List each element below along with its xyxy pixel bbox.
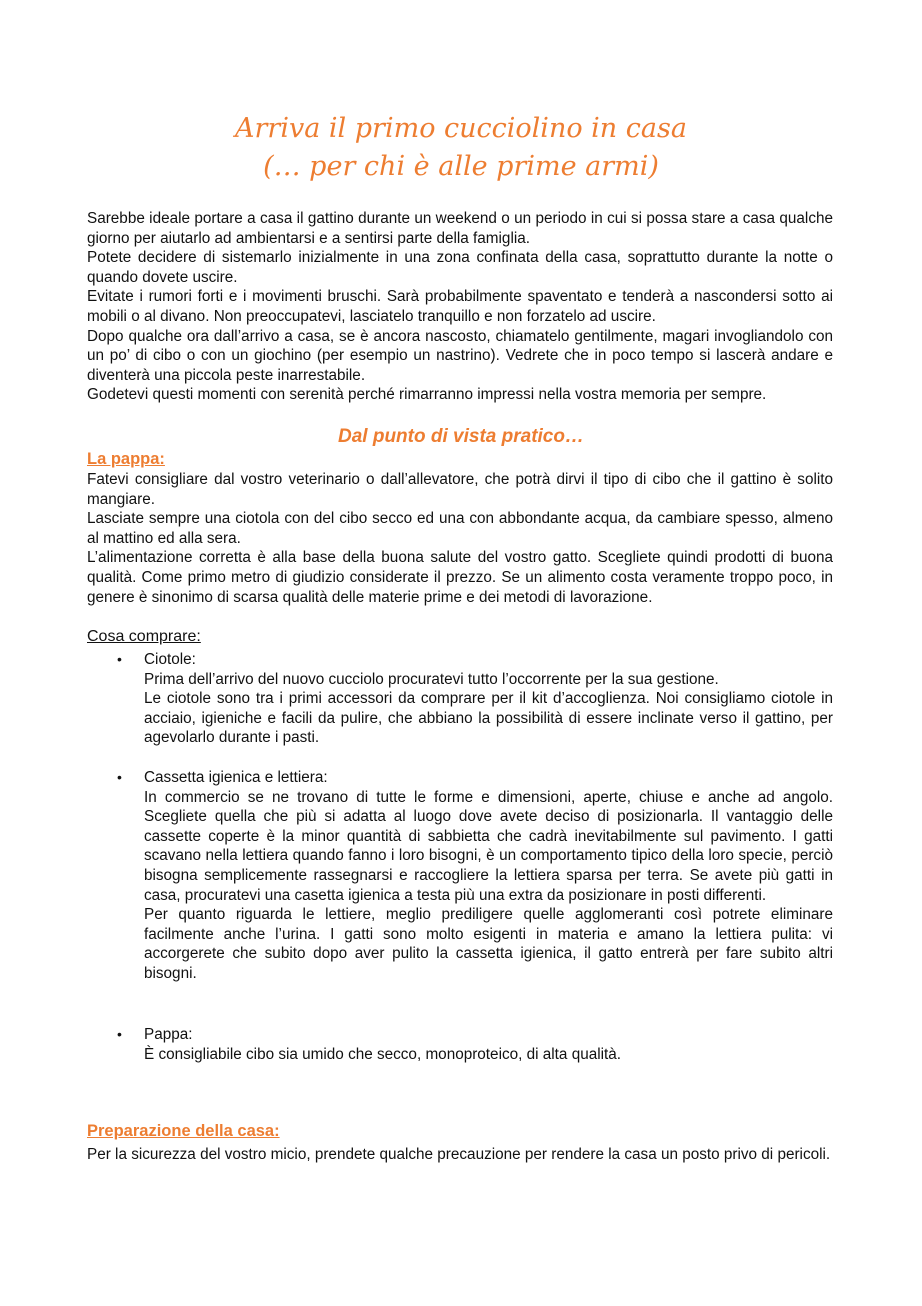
house-paragraph: Per la sicurezza del vostro micio, prendete qualche precauzione per rendere la casa un posto privo di pericoli. xyxy=(87,1146,831,1163)
house-section xyxy=(87,1145,833,1165)
list-item-text: Prima dell’arrivo del nuovo cucciolo procuratevi tutto l’occorrente per la sua gestione. xyxy=(144,670,719,688)
list-item-pappa xyxy=(144,1025,833,1064)
list-item-text: È consigliabile cibo sia umido che secco, monoproteico, di alta qualità. xyxy=(144,1045,622,1063)
page-title: Arriva il primo cucciolino in casa xyxy=(235,113,687,144)
section-heading-practical: Dal punto di vista pratico… xyxy=(338,426,584,447)
pappa-section xyxy=(87,470,833,607)
intro-paragraph: Evitate i rumori forti e i movimenti bruschi. Sarà probabilmente spaventato e tenderà a nascondersi sotto ai mobili o al divano. Non preoccupatevi, lasciatelo tranquillo e non forzatelo ad uscire. xyxy=(87,288,833,325)
shopping-heading: Cosa comprare: xyxy=(87,628,201,645)
list-item-text: Per quanto riguarda le lettiere, meglio prediligere quelle agglomeranti così potrete eliminare facilmente anche l’urina. I gatti sono molto esigenti in materia e amano la lettiera pulita: vi accorgerete che subito dopo aver pulito la cassetta igienica, il gatto entrerà per fare subito altri bisogni. xyxy=(144,906,833,982)
list-item-label: Cassetta igienica e lettiera: xyxy=(144,769,328,786)
bullet-icon: • xyxy=(117,651,122,667)
pappa-paragraph: Lasciate sempre una ciotola con del cibo secco ed una con abbondante acqua, da cambiare spesso, almeno al mattino ed alla sera. xyxy=(87,510,833,547)
page-title-subline: (… per chi è alle prime armi) xyxy=(263,151,659,182)
section-heading-house: Preparazione della casa: xyxy=(87,1122,280,1140)
bullet-icon: • xyxy=(117,1026,122,1042)
list-item-text: In commercio se ne trovano di tutte le forme e dimensioni, aperte, chiuse e anche ad angolo. Scegliete quella che più si adatta al luogo dove avete deciso di posizionarla. Il vantaggio delle cassette coperte è la minor quantità di sabbietta che cadrà inevitabilmente sul pavimento. I gatti scavano nella lettiera quando fanno i loro bisogni, è un comportamento tipico della loro specie, perciò bisogna semplicemente rassegnarsi e raccogliere la lettiera sparsa per terra. Se avete più gatti in casa, procuratevi una casetta igienica a testa più una extra da posizionare in posti differenti. xyxy=(144,788,833,904)
intro-paragraph: Dopo qualche ora dall’arrivo a casa, se è ancora nascosto, chiamatelo gentilmente, magari invogliandolo con un po’ di cibo o con un giochino (per esempio un nastrino). Vedrete che in poco tempo si lascerà andare e diventerà una piccola peste inarrestabile. xyxy=(87,327,833,384)
intro-section xyxy=(87,209,833,405)
intro-paragraph: Sarebbe ideale portare a casa il gattino durante un weekend o un periodo in cui si possa stare a casa qualche giorno per aiutarlo ad ambientarsi e a sentirsi parte della famiglia. xyxy=(87,210,833,247)
list-item-cassetta xyxy=(144,768,833,984)
bullet-icon: • xyxy=(117,769,122,785)
intro-paragraph: Potete decidere di sistemarlo inizialmente in una zona confinata della casa, soprattutto durante la notte o quando dovete uscire. xyxy=(87,249,833,286)
list-item-ciotole xyxy=(144,650,833,748)
section-heading-pappa: La pappa: xyxy=(87,450,165,468)
list-item-label: Ciotole: xyxy=(144,651,196,668)
pappa-paragraph: Fatevi consigliare dal vostro veterinario o dall’allevatore, che potrà dirvi il tipo di cibo che il gattino è solito mangiare. xyxy=(87,471,833,508)
pappa-paragraph: L’alimentazione corretta è alla base della buona salute del vostro gatto. Scegliete quindi prodotti di buona qualità. Come primo metro di giudizio considerate il prezzo. Se un alimento costa veramente troppo poco, in genere è sinonimo di scarsa qualità delle materie prime e dei metodi di lavorazione. xyxy=(87,549,833,606)
list-item-text: Le ciotole sono tra i primi accessori da comprare per il kit d’accoglienza. Noi consigliamo ciotole in acciaio, igieniche e facili da pulire, che abbiano la possibilità di essere inclinate verso il gattino, per agevolarlo durante i pasti. xyxy=(144,690,833,747)
intro-paragraph: Godetevi questi momenti con serenità perché rimarranno impressi nella vostra memoria per sempre. xyxy=(87,386,767,404)
list-item-label: Pappa: xyxy=(144,1026,193,1043)
